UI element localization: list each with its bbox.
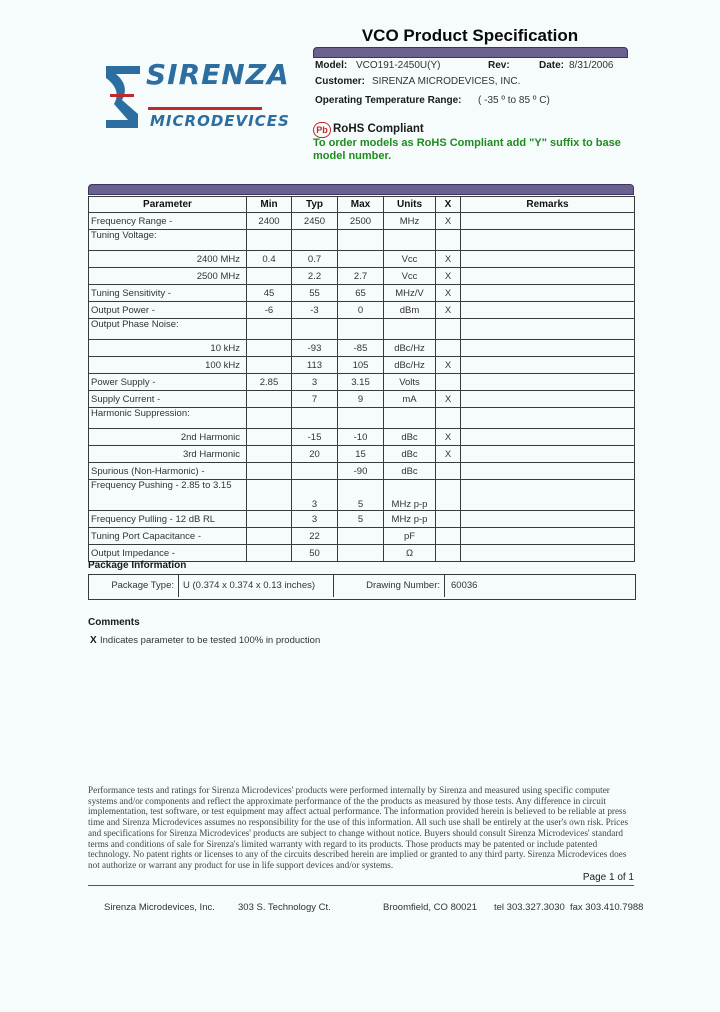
min-cell	[247, 391, 292, 408]
table-row	[89, 480, 635, 511]
comment-x-text: Indicates parameter to be tested 100% in production	[100, 635, 321, 646]
table-row	[89, 511, 635, 528]
remarks-cell	[461, 463, 635, 480]
min-cell	[247, 230, 292, 251]
spec-table	[88, 196, 635, 562]
x-cell	[436, 340, 461, 357]
col-header-x: X	[436, 197, 461, 213]
max-cell	[338, 545, 384, 562]
remarks-cell	[461, 480, 635, 511]
typ-cell	[292, 463, 338, 480]
table-row	[89, 357, 635, 374]
typ-cell: 0.7	[292, 251, 338, 268]
x-cell	[436, 545, 461, 562]
remarks-cell	[461, 357, 635, 374]
x-cell	[436, 230, 461, 251]
param-cell: 2nd Harmonic	[89, 429, 247, 446]
remarks-cell	[461, 429, 635, 446]
min-cell	[247, 319, 292, 340]
min-cell: 45	[247, 285, 292, 302]
temp-range-label: Operating Temperature Range:	[315, 95, 462, 106]
max-cell	[338, 319, 384, 340]
min-cell: -6	[247, 302, 292, 319]
param-cell: Output Phase Noise:	[89, 319, 247, 340]
table-row	[89, 391, 635, 408]
x-cell	[436, 463, 461, 480]
table-row	[89, 230, 635, 251]
table-row	[89, 213, 635, 230]
units-cell: Vcc	[384, 268, 436, 285]
units-cell: dBc	[384, 429, 436, 446]
remarks-cell	[461, 391, 635, 408]
x-cell: X	[436, 213, 461, 230]
min-cell	[247, 429, 292, 446]
x-cell	[436, 511, 461, 528]
max-cell: 3.15	[338, 374, 384, 391]
footer-company: Sirenza Microdevices, Inc.	[104, 902, 215, 913]
logo-line1: SIRENZA	[146, 58, 290, 91]
units-cell: MHz	[384, 213, 436, 230]
typ-cell: -93	[292, 340, 338, 357]
units-cell: MHz p-p	[384, 511, 436, 528]
table-row	[89, 251, 635, 268]
min-cell	[247, 408, 292, 429]
remarks-cell	[461, 213, 635, 230]
table-row	[89, 302, 635, 319]
param-cell: Power Supply -	[89, 374, 247, 391]
customer-label: Customer:	[315, 76, 366, 87]
units-cell: dBm	[384, 302, 436, 319]
typ-cell: 7	[292, 391, 338, 408]
remarks-cell	[461, 268, 635, 285]
drawing-number-value: 60036	[451, 580, 478, 591]
footer-address: 303 S. Technology Ct.	[238, 902, 331, 913]
min-cell	[247, 268, 292, 285]
typ-cell: 2.2	[292, 268, 338, 285]
units-cell: Ω	[384, 545, 436, 562]
max-cell: -10	[338, 429, 384, 446]
col-header-remarks: Remarks	[461, 197, 635, 213]
typ-cell: 3	[292, 480, 338, 511]
units-cell: Volts	[384, 374, 436, 391]
max-cell: 2500	[338, 213, 384, 230]
typ-cell	[292, 408, 338, 429]
drawing-number-label: Drawing Number:	[334, 575, 445, 597]
min-cell: 2.85	[247, 374, 292, 391]
x-cell: X	[436, 302, 461, 319]
typ-cell: 3	[292, 511, 338, 528]
param-cell: Frequency Pushing - 2.85 to 3.15	[89, 480, 247, 511]
param-cell: Frequency Range -	[89, 213, 247, 230]
max-cell: 65	[338, 285, 384, 302]
param-cell: Harmonic Suppression:	[89, 408, 247, 429]
title-divider-bar	[313, 47, 628, 58]
x-cell	[436, 528, 461, 545]
units-cell: MHz/V	[384, 285, 436, 302]
min-cell	[247, 528, 292, 545]
date-label: Date:	[539, 60, 565, 71]
units-cell	[384, 408, 436, 429]
x-cell: X	[436, 251, 461, 268]
model-label: Model:	[315, 60, 348, 71]
param-cell: 3rd Harmonic	[89, 446, 247, 463]
rohs-note: To order models as RoHS Compliant add "Y" suffix to base model number.	[313, 137, 621, 162]
param-cell: Supply Current -	[89, 391, 247, 408]
rohs-label: RoHS Compliant	[333, 123, 424, 135]
x-cell	[436, 319, 461, 340]
remarks-cell	[461, 251, 635, 268]
page-title: VCO Product Specification	[361, 26, 579, 45]
col-header-typ: Typ	[292, 197, 338, 213]
min-cell	[247, 357, 292, 374]
table-row	[89, 319, 635, 340]
footer-divider	[88, 885, 634, 886]
min-cell	[247, 480, 292, 511]
remarks-cell	[461, 230, 635, 251]
sirenza-logo	[100, 58, 290, 138]
x-cell	[436, 480, 461, 511]
footer-tel: tel 303.327.3030	[494, 902, 565, 913]
col-header-max: Max	[338, 197, 384, 213]
units-cell: dBc/Hz	[384, 357, 436, 374]
param-cell: Spurious (Non-Harmonic) -	[89, 463, 247, 480]
max-cell: -85	[338, 340, 384, 357]
remarks-cell	[461, 319, 635, 340]
footer-city: Broomfield, CO 80021	[383, 902, 477, 913]
table-row	[89, 285, 635, 302]
col-header-units: Units	[384, 197, 436, 213]
date-value: 8/31/2006	[569, 60, 614, 71]
param-cell: 2400 MHz	[89, 251, 247, 268]
x-cell	[436, 408, 461, 429]
package-heading: Package Information	[88, 560, 187, 571]
pb-free-icon: Pb	[313, 122, 331, 138]
col-header-min: Min	[247, 197, 292, 213]
x-cell: X	[436, 391, 461, 408]
package-info-box	[88, 574, 636, 600]
footer-fax: fax 303.410.7988	[570, 902, 644, 913]
max-cell: 2.7	[338, 268, 384, 285]
typ-cell: 2450	[292, 213, 338, 230]
max-cell	[338, 528, 384, 545]
col-header-parameter: Parameter	[89, 197, 247, 213]
comments-heading: Comments	[88, 617, 140, 628]
page-number: Page 1 of 1	[582, 872, 634, 883]
typ-cell: -3	[292, 302, 338, 319]
units-cell: pF	[384, 528, 436, 545]
package-type-label: Package Type:	[89, 575, 179, 597]
typ-cell	[292, 230, 338, 251]
units-cell	[384, 230, 436, 251]
remarks-cell	[461, 302, 635, 319]
typ-cell: 20	[292, 446, 338, 463]
table-row	[89, 268, 635, 285]
param-cell: 2500 MHz	[89, 268, 247, 285]
param-cell: Tuning Voltage:	[89, 230, 247, 251]
spec-table-bar	[88, 184, 634, 195]
x-cell: X	[436, 285, 461, 302]
units-cell: mA	[384, 391, 436, 408]
max-cell: 0	[338, 302, 384, 319]
x-cell: X	[436, 268, 461, 285]
model-value: VCO191-2450U(Y)	[356, 60, 441, 71]
max-cell: 15	[338, 446, 384, 463]
remarks-cell	[461, 285, 635, 302]
typ-cell: 50	[292, 545, 338, 562]
x-cell: X	[436, 429, 461, 446]
max-cell: -90	[338, 463, 384, 480]
min-cell	[247, 446, 292, 463]
comment-x-mark: X	[90, 635, 97, 646]
x-cell: X	[436, 357, 461, 374]
units-cell: MHz p-p	[384, 480, 436, 511]
table-row	[89, 374, 635, 391]
x-cell	[436, 374, 461, 391]
max-cell	[338, 251, 384, 268]
package-type-value: U (0.374 x 0.374 x 0.13 inches)	[179, 575, 334, 597]
min-cell	[247, 511, 292, 528]
max-cell: 105	[338, 357, 384, 374]
table-row	[89, 340, 635, 357]
min-cell: 2400	[247, 213, 292, 230]
max-cell: 9	[338, 391, 384, 408]
disclaimer-text: Performance tests and ratings for Sirenza Microdevices' products were performed internally by Sirenza and measured using specific computer systems and/or components and reflect the approximate performance of the the products as measured by those tests. Any difference in circuit implementation, test software, or test equipment may affect actual performance. The information provided herein is believed to be reliable at press time and Sirenza Microdevices assumes no responsibility for the use of this information. All such use shall be entirely at the user's own risk. Prices and specifications for Sirenza Microdevices' products are subject to change without notice. Buyers should consult Sirenza Microdevices' standard terms and conditions of sale for Sirenza's limited warranty with regard to its products. Those products may be patented or include patented technology. No patent rights or licenses to any of the circuits described herein are implied or granted to any third party. Sirenza Microdevices does not authorize or warrant any product for use in life support devices and/or systems.	[88, 785, 629, 870]
param-cell: Tuning Sensitivity -	[89, 285, 247, 302]
typ-cell: 55	[292, 285, 338, 302]
units-cell: dBc/Hz	[384, 340, 436, 357]
typ-cell: 3	[292, 374, 338, 391]
max-cell	[338, 408, 384, 429]
temp-range-value: ( -35 º to 85 º C)	[478, 95, 550, 106]
x-cell: X	[436, 446, 461, 463]
remarks-cell	[461, 528, 635, 545]
min-cell	[247, 463, 292, 480]
units-cell	[384, 319, 436, 340]
typ-cell	[292, 319, 338, 340]
min-cell	[247, 340, 292, 357]
units-cell: dBc	[384, 463, 436, 480]
table-row	[89, 528, 635, 545]
param-cell: Tuning Port Capacitance -	[89, 528, 247, 545]
units-cell: Vcc	[384, 251, 436, 268]
min-cell: 0.4	[247, 251, 292, 268]
logo-line2: MICRODEVICES	[150, 112, 290, 130]
param-cell: Output Impedance -	[89, 545, 247, 562]
remarks-cell	[461, 446, 635, 463]
max-cell	[338, 230, 384, 251]
rev-label: Rev:	[488, 60, 510, 71]
table-row	[89, 446, 635, 463]
remarks-cell	[461, 374, 635, 391]
min-cell	[247, 545, 292, 562]
max-cell: 5	[338, 480, 384, 511]
param-cell: 10 kHz	[89, 340, 247, 357]
table-row	[89, 429, 635, 446]
typ-cell: 22	[292, 528, 338, 545]
spec-table-header	[89, 197, 635, 213]
max-cell: 5	[338, 511, 384, 528]
table-row	[89, 545, 635, 562]
units-cell: dBc	[384, 446, 436, 463]
remarks-cell	[461, 545, 635, 562]
param-cell: 100 kHz	[89, 357, 247, 374]
table-row	[89, 463, 635, 480]
remarks-cell	[461, 340, 635, 357]
param-cell: Frequency Pulling - 12 dB RL	[89, 511, 247, 528]
typ-cell: 113	[292, 357, 338, 374]
table-row	[89, 408, 635, 429]
param-cell: Output Power -	[89, 302, 247, 319]
remarks-cell	[461, 408, 635, 429]
customer-value: SIRENZA MICRODEVICES, INC.	[372, 76, 521, 87]
typ-cell: -15	[292, 429, 338, 446]
remarks-cell	[461, 511, 635, 528]
